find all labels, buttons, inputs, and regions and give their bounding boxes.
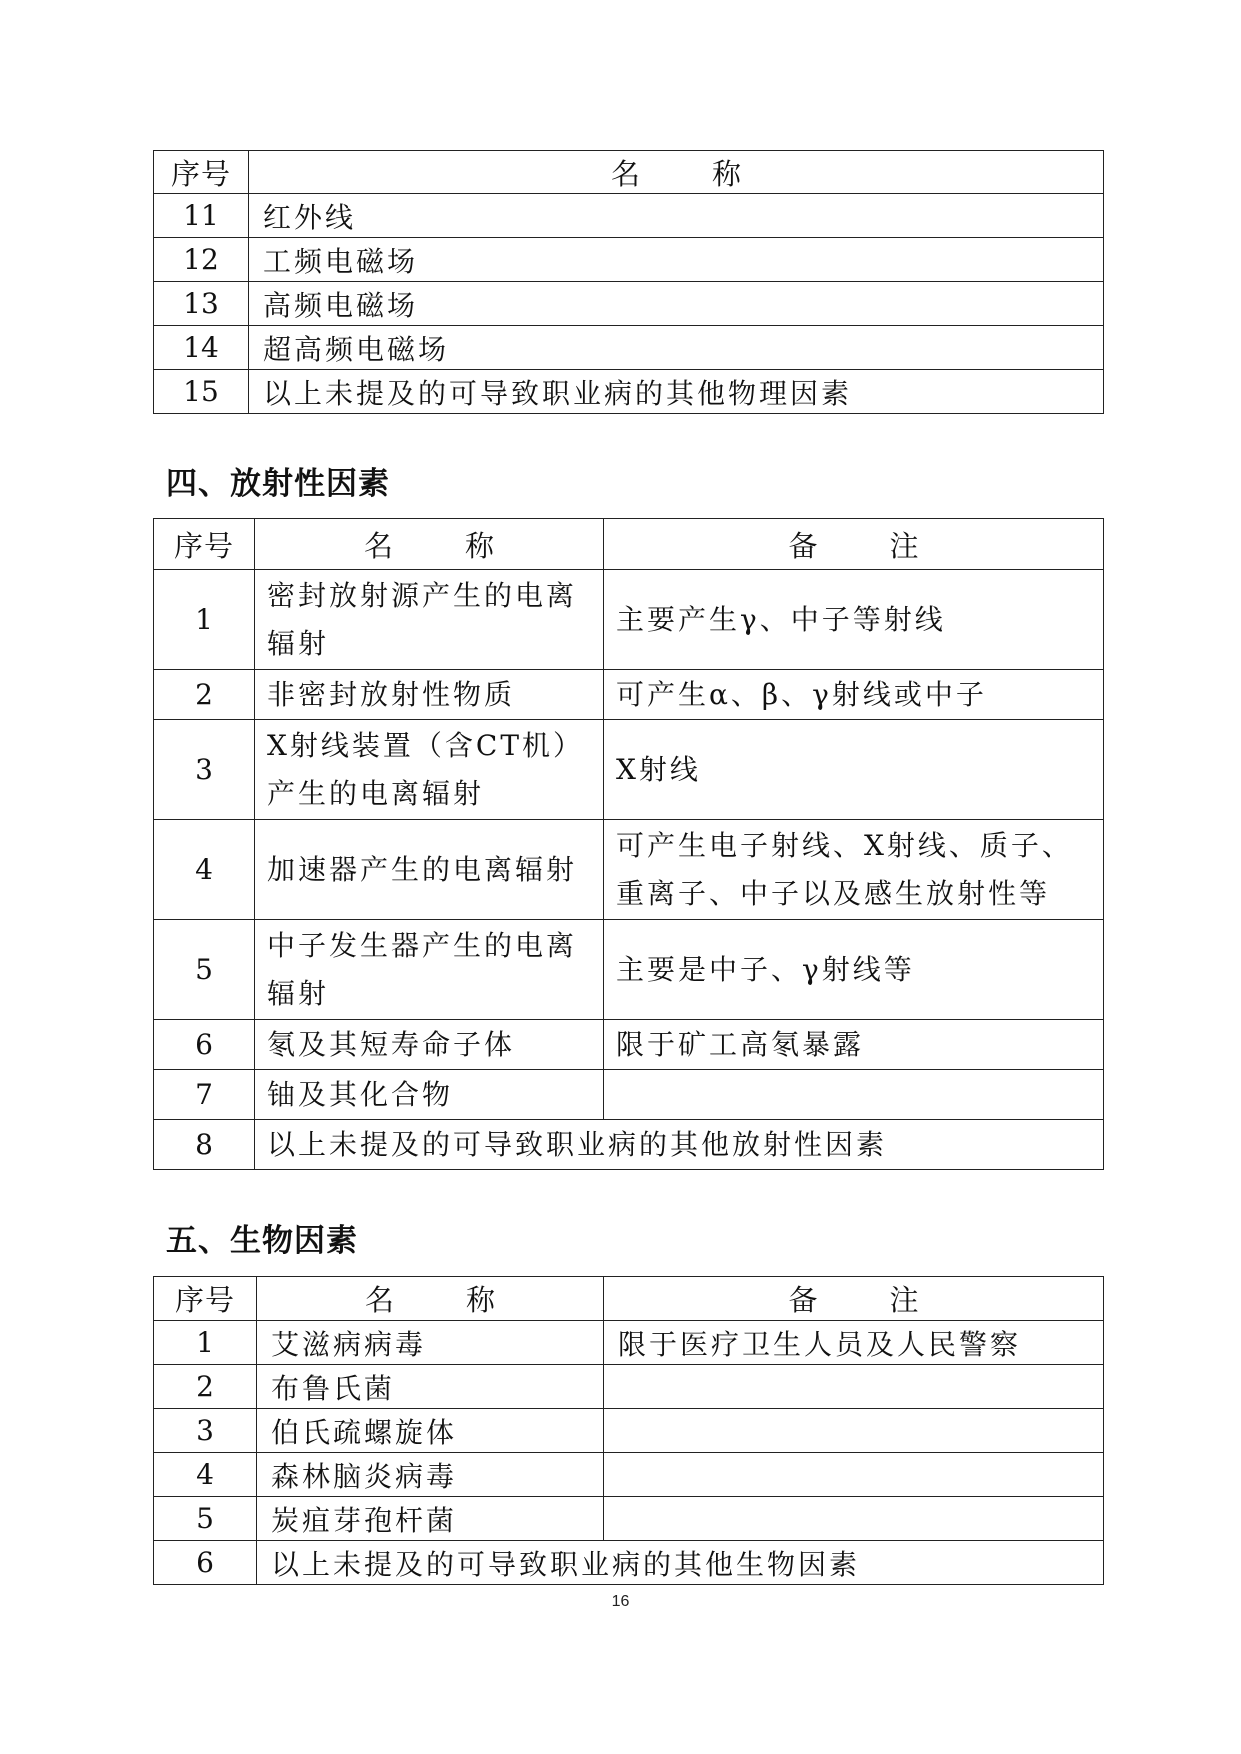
seq-header: 序号: [154, 1277, 257, 1321]
table-row: 5 炭疽芽孢杆菌: [154, 1497, 1104, 1541]
table-row: 3 X射线装置（含CT机）产生的电离辐射 X射线: [154, 720, 1104, 820]
name-header: 名 称: [255, 519, 604, 570]
table-row: 11 红外线: [154, 194, 1104, 238]
table-row: 13 高频电磁场: [154, 282, 1104, 326]
table-row: 8 以上未提及的可导致职业病的其他放射性因素: [154, 1120, 1104, 1170]
table-row: 2 非密封放射性物质 可产生α、β、γ射线或中子: [154, 670, 1104, 720]
table-header-row: [154, 1277, 1104, 1321]
table-header-row: [154, 519, 1104, 570]
seq-header: 序号: [154, 151, 249, 194]
table-row: 1 艾滋病病毒 限于医疗卫生人员及人民警察: [154, 1321, 1104, 1365]
physical-factors-table: [153, 150, 1104, 414]
name-header: 名 称: [249, 151, 1104, 194]
table-row: 6 氡及其短寿命子体 限于矿工高氡暴露: [154, 1020, 1104, 1070]
table-row: 4 森林脑炎病毒: [154, 1453, 1104, 1497]
radiation-factors-table: [153, 518, 1104, 1170]
note-header: 备 注: [604, 1277, 1104, 1321]
biological-factors-table: [153, 1276, 1104, 1585]
table-row: 4 加速器产生的电离辐射 可产生电子射线、X射线、质子、重离子、中子以及感生放射性等: [154, 820, 1104, 920]
page-number: 16: [611, 1593, 630, 1610]
table-row: 12 工频电磁场: [154, 238, 1104, 282]
section-title-radiation: 四、放射性因素: [166, 466, 390, 502]
table-row: 2 布鲁氏菌: [154, 1365, 1104, 1409]
table-row: 7 铀及其化合物: [154, 1070, 1104, 1120]
note-header: 备 注: [604, 519, 1104, 570]
section-title-biological: 五、生物因素: [166, 1223, 358, 1259]
table-row: 3 伯氏疏螺旋体: [154, 1409, 1104, 1453]
table-row: 15 以上未提及的可导致职业病的其他物理因素: [154, 370, 1104, 414]
seq-header: 序号: [154, 519, 255, 570]
name-header: 名 称: [257, 1277, 604, 1321]
table-row: 1 密封放射源产生的电离辐射 主要产生γ、中子等射线: [154, 570, 1104, 670]
table-row: 14 超高频电磁场: [154, 326, 1104, 370]
table-header-row: [154, 151, 1104, 194]
table-row: 5 中子发生器产生的电离辐射 主要是中子、γ射线等: [154, 920, 1104, 1020]
table-row: 6 以上未提及的可导致职业病的其他生物因素: [154, 1541, 1104, 1585]
